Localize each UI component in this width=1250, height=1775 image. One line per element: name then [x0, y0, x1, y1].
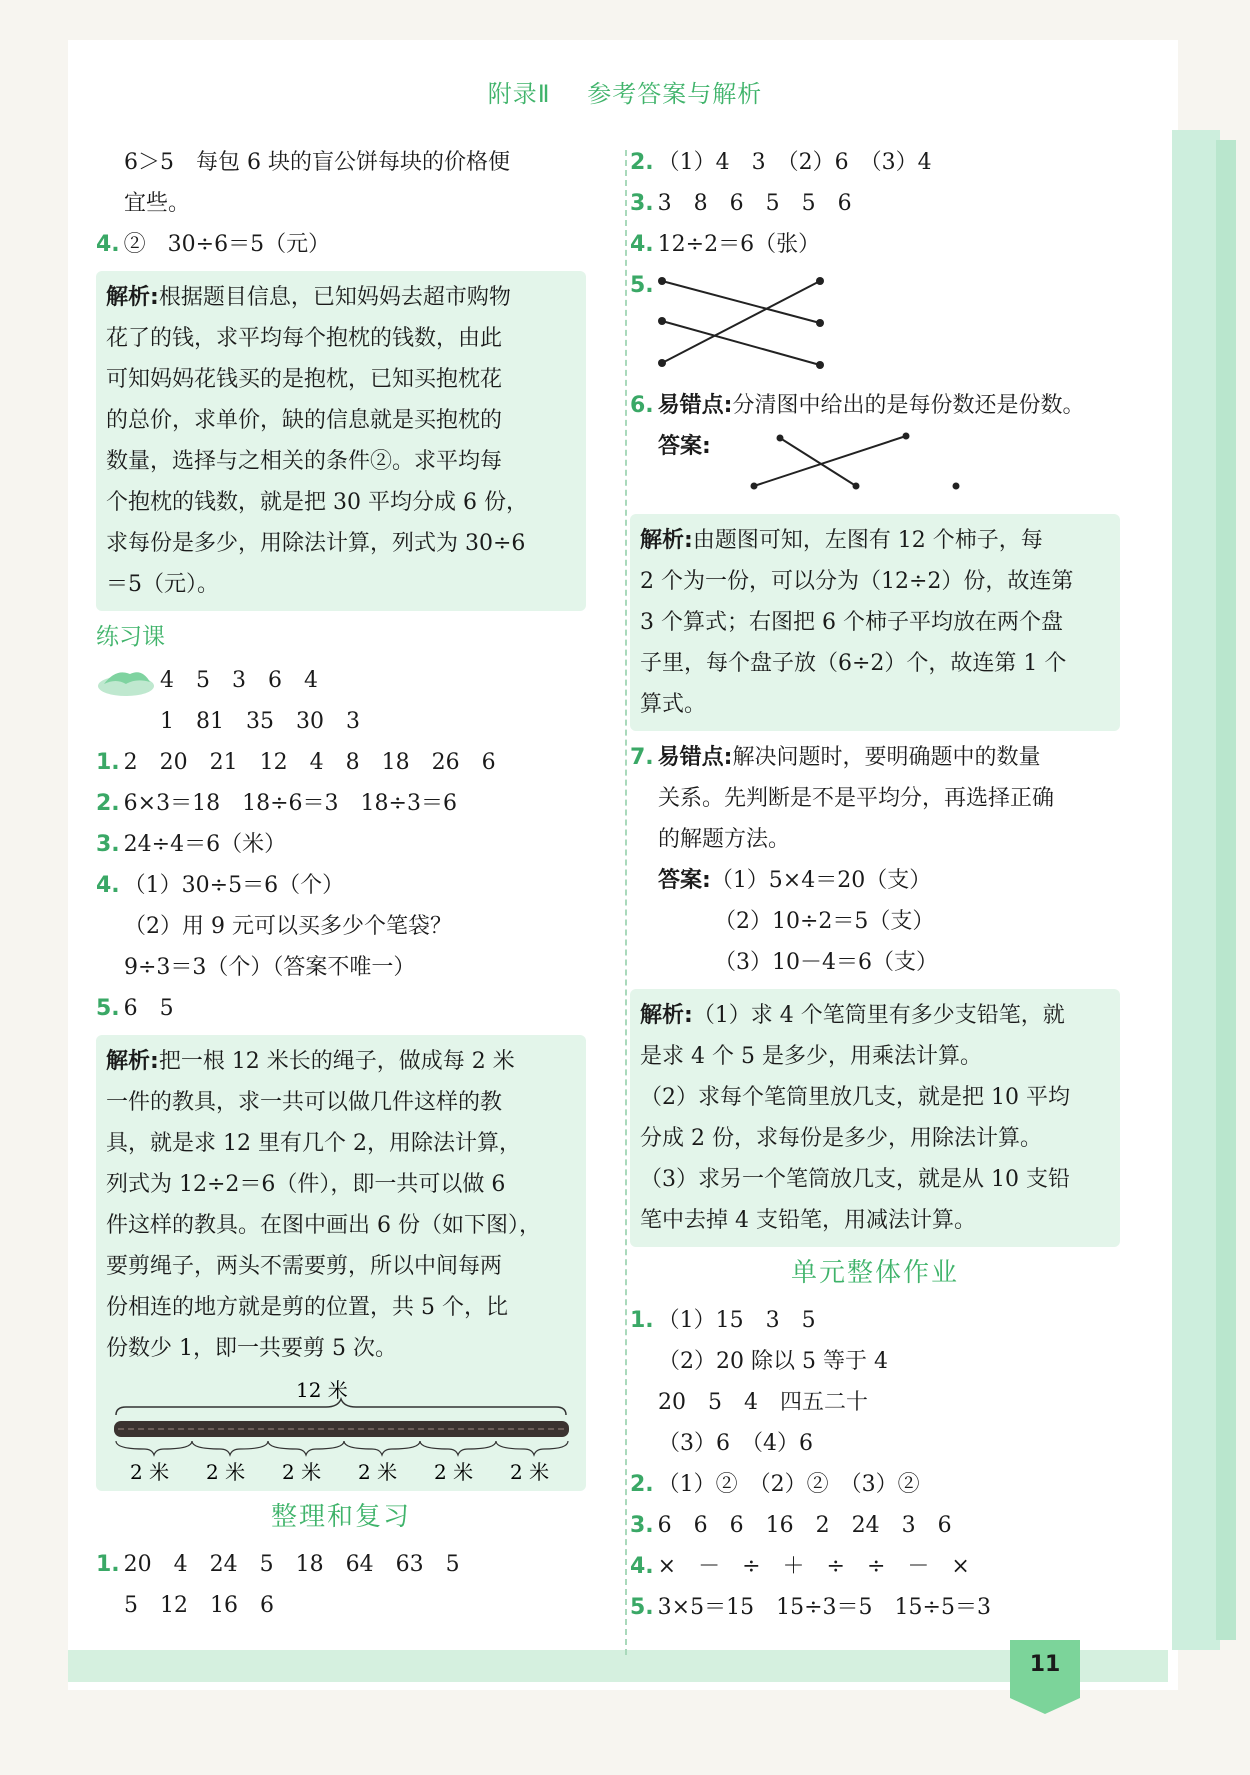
analysis-line: 件这样的教具。在图中画出 6 份（如下图）， — [106, 1213, 541, 1238]
answer-text: 关系。先判断是不是平均分，再选择正确 — [658, 786, 1055, 811]
segment-brace — [268, 1441, 344, 1455]
left-column — [96, 142, 586, 1626]
answer-text: （2）用 9 元可以买多少个笔袋？ — [124, 914, 452, 939]
matching-diagram-q6 — [730, 428, 990, 508]
text-line: 宜些。 — [124, 191, 191, 216]
analysis-line: 子里，每个盘子放（6÷2）个，故连第 1 个 — [640, 651, 1067, 676]
answer-text: （3）10－4＝6（支） — [714, 950, 938, 975]
analysis-line: （3）求另一个笔筒放几支，就是从 10 支铅 — [640, 1167, 1070, 1192]
warmup-icon — [96, 664, 156, 700]
answer-text: （1）30÷5＝6（个） — [123, 873, 345, 898]
answer-label: 答案: — [658, 434, 711, 459]
match-dot — [953, 483, 960, 490]
question-number: 5. — [630, 1595, 654, 1620]
match-line — [662, 281, 820, 323]
answer-text: 6 6 6 16 2 24 3 6 — [657, 1513, 952, 1538]
question-number: 4. — [630, 1554, 654, 1579]
answer-text: 6×3＝18 18÷6＝3 18÷3＝6 — [123, 791, 457, 816]
rope-segment-braces — [116, 1441, 568, 1455]
analysis-line: 一件的教具，求一共可以做几件这样的教 — [106, 1090, 503, 1115]
analysis-line: 个抱枕的钱数，就是把 30 平均分成 6 份， — [106, 490, 528, 515]
segment-brace — [116, 1441, 192, 1455]
answer-text: 12÷2＝6（张） — [657, 232, 821, 257]
segment-brace — [420, 1441, 496, 1455]
analysis-line: 笔中去掉 4 支铅笔，用减法计算。 — [640, 1208, 976, 1233]
segment-label: 2 米 — [434, 1460, 474, 1484]
analysis-line: 花了的钱，求平均每个抱枕的钱数，由此 — [106, 326, 503, 351]
analysis-line: 根据题目信息，已知妈妈去超市购物 — [158, 285, 511, 310]
question-number: 5. — [630, 273, 654, 298]
answer-text: 20 5 4 四五二十 — [658, 1390, 868, 1415]
answer-text: （1）15 3 5 — [657, 1308, 816, 1333]
rope-svg — [106, 1375, 576, 1485]
section-title-review: 整理和复习 — [270, 1502, 411, 1532]
answer-text: 6 5 — [123, 996, 174, 1021]
answer-text: （1）5×4＝20（支） — [710, 868, 932, 893]
analysis-label: 解析: — [106, 285, 159, 310]
answer-text: 9÷3＝3（个）（答案不唯一） — [124, 955, 416, 980]
answer-text: 20 4 24 5 18 64 63 5 — [123, 1552, 460, 1577]
analysis-line: 求每份是多少，用除法计算，列式为 30÷6 — [106, 531, 526, 556]
analysis-box-2 — [96, 1035, 586, 1491]
answer-text: （1）② （2）② （3）② — [657, 1472, 920, 1497]
question-number: 2. — [630, 150, 654, 175]
segment-label: 2 米 — [206, 1460, 246, 1484]
rope-diagram — [106, 1375, 576, 1485]
analysis-line: 可知妈妈花钱买的是抱枕，已知买抱枕花 — [106, 367, 503, 392]
match-line — [754, 436, 906, 486]
analysis-box-1 — [96, 271, 586, 611]
header-title: 参考答案与解析 — [587, 80, 763, 108]
answer-text: 的解题方法。 — [658, 827, 791, 852]
analysis-line: 是求 4 个 5 是多少，用乘法计算。 — [640, 1044, 982, 1069]
match-line — [780, 438, 856, 486]
page-number-badge: 11 — [1010, 1640, 1080, 1698]
rope-total-label: 12 米 — [296, 1378, 348, 1402]
warmup-answers-row2: 1 81 35 30 3 — [160, 709, 360, 734]
right-column — [630, 142, 1120, 1628]
analysis-box-3 — [630, 514, 1120, 731]
green-page-edge — [1172, 130, 1220, 1650]
analysis-line: ＝5（元）。 — [106, 572, 219, 597]
analysis-line: 算式。 — [640, 692, 707, 717]
answer-text: × － ÷ ＋ ÷ ÷ － × — [657, 1554, 970, 1579]
analysis-line: （2）求每个笔筒里放几支，就是把 10 平均 — [640, 1085, 1070, 1110]
answer-text: 3×5＝15 15÷3＝5 15÷5＝3 — [657, 1595, 991, 1620]
answer-text: （3）6 （4）6 — [658, 1431, 813, 1456]
analysis-label: 解析: — [640, 1003, 693, 1028]
segment-label: 2 米 — [358, 1460, 398, 1484]
answer-text: （2）20 除以 5 等于 4 — [658, 1349, 888, 1374]
answer-text: 分清图中给出的是每份数还是份数。 — [732, 393, 1085, 418]
answer-text: 24÷4＝6（米） — [123, 832, 287, 857]
question-number: 5. — [96, 996, 120, 1021]
match-line — [662, 281, 820, 363]
analysis-line: 3 个算式；右图把 6 个柿子平均放在两个盘 — [640, 610, 1063, 635]
question-number: 3. — [96, 832, 120, 857]
analysis-line: 的总价，求单价，缺的信息就是买抱枕的 — [106, 408, 503, 433]
error-point-label: 易错点: — [657, 745, 733, 770]
question-number: 1. — [630, 1308, 654, 1333]
answer-text: 解决问题时，要明确题中的数量 — [732, 745, 1041, 770]
column-divider — [625, 150, 627, 1655]
segment-label: 2 米 — [282, 1460, 322, 1484]
section-title-practice: 练习课 — [96, 624, 165, 650]
segment-brace — [496, 1441, 568, 1455]
question-number: 3. — [630, 1513, 654, 1538]
header-appendix: 附录Ⅱ — [487, 80, 551, 108]
question-number: 1. — [96, 750, 120, 775]
question-number: 1. — [96, 1552, 120, 1577]
question-number: 6. — [630, 393, 654, 418]
analysis-line: 由题图可知，左图有 12 个柿子，每 — [692, 528, 1043, 553]
warmup-answers-row1: 4 5 3 6 4 — [160, 668, 318, 693]
match-line — [662, 321, 820, 365]
answer-text: （2）10÷2＝5（支） — [714, 909, 935, 934]
question-number: 4. — [96, 232, 120, 257]
analysis-box-4 — [630, 989, 1120, 1247]
answer-text: 5 12 16 6 — [124, 1593, 274, 1618]
analysis-line: 份相连的地方就是剪的位置，共 5 个，比 — [106, 1295, 508, 1320]
question-number: 4. — [630, 232, 654, 257]
analysis-line: 数量，选择与之相关的条件②。求平均每 — [106, 449, 503, 474]
section-title-unit-homework: 单元整体作业 — [790, 1258, 959, 1288]
text-line: 6＞5 每包 6 块的盲公饼每块的价格便 — [124, 150, 510, 175]
answer-text: 3 8 6 5 5 6 — [657, 191, 852, 216]
question-number: 7. — [630, 745, 654, 770]
question-number: 2. — [96, 791, 120, 816]
analysis-line: 份数少 1，即一共要剪 5 次。 — [106, 1336, 397, 1361]
green-page-edge-inner — [1216, 140, 1236, 1640]
answer-label: 答案: — [658, 868, 711, 893]
bottom-band — [68, 1650, 1168, 1682]
analysis-line: 具，就是求 12 里有几个 2，用除法计算， — [106, 1131, 521, 1156]
matching-diagram-q5 — [652, 271, 842, 381]
analysis-line: 2 个为一份，可以分为（12÷2）份，故连第 — [640, 569, 1074, 594]
segment-brace — [192, 1441, 268, 1455]
segment-label: 2 米 — [510, 1460, 550, 1484]
analysis-line: 要剪绳子，两头不需要剪，所以中间每两 — [106, 1254, 503, 1279]
analysis-line: 把一根 12 米长的绳子，做成每 2 米 — [158, 1049, 515, 1074]
analysis-line: （1）求 4 个笔筒里有多少支铅笔，就 — [692, 1003, 1065, 1028]
question-number: 4. — [96, 873, 120, 898]
page-header — [0, 74, 1250, 109]
analysis-line: 分成 2 份，求每份是多少，用除法计算。 — [640, 1126, 1042, 1151]
segment-label: 2 米 — [130, 1460, 170, 1484]
segment-brace — [344, 1441, 420, 1455]
error-point-label: 易错点: — [657, 393, 733, 418]
answer-text: 2 20 21 12 4 8 18 26 6 — [123, 750, 496, 775]
question-number: 2. — [630, 1472, 654, 1497]
analysis-label: 解析: — [106, 1049, 159, 1074]
answer-text: （1）4 3 （2）6 （3）4 — [657, 150, 932, 175]
page-number-badge-tail — [1010, 1698, 1080, 1714]
answer-text: ② 30÷6＝5（元） — [123, 232, 331, 257]
analysis-label: 解析: — [640, 528, 693, 553]
question-number: 3. — [630, 191, 654, 216]
analysis-line: 列式为 12÷2＝6（件），即一共可以做 6 — [106, 1172, 506, 1197]
